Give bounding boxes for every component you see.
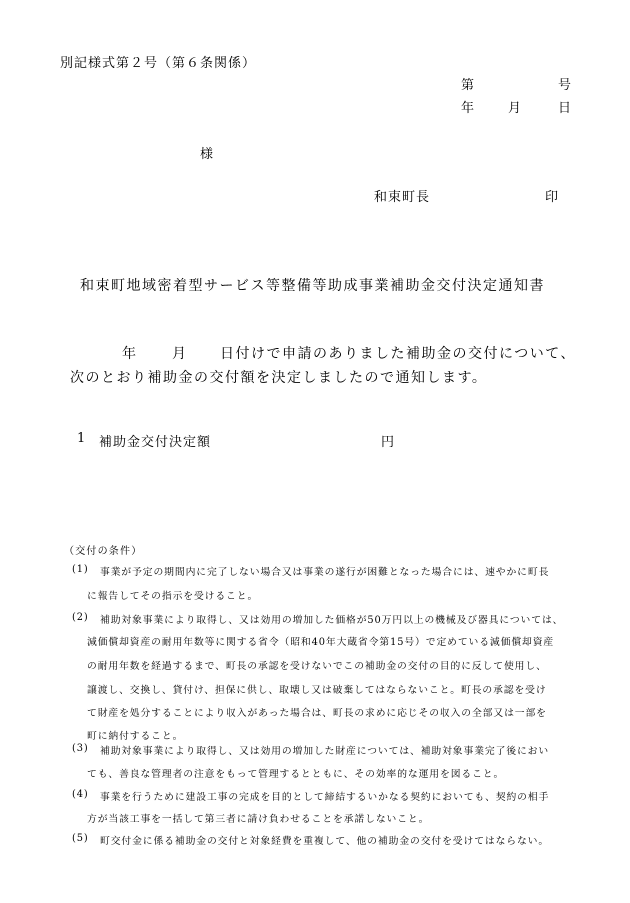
condition-line: 補助対象事業により取得し、又は効用の増加した価格が50万円以上の機械及び器具については、 (100, 615, 564, 626)
condition-line: の耐用年数を経過するまで、町長の承認を受けないでこの補助金の交付の目的に反して使用し、 (87, 661, 547, 672)
condition-line: に報告してその指示を受けること。 (87, 591, 259, 602)
condition-number: (4) (72, 789, 89, 800)
seal-mark: 印 (545, 190, 559, 205)
date-year: 年 (461, 101, 475, 116)
condition-number: (3) (72, 743, 89, 754)
condition-line: 方が当該工事を一括して第三者に請け負わせることを承諾しないこと。 (87, 814, 430, 825)
condition-number: (2) (72, 612, 89, 623)
recipient-honorific: 様 (200, 147, 214, 162)
condition-line: 事業が予定の期間内に完了しない場合又は事業の遂行が困難となった場合には、速やかに町長 (100, 567, 550, 578)
amount-label: 補助金交付決定額 (99, 435, 212, 450)
condition-line: 減価償却資産の耐用年数等に関する省令（昭和40年大蔵省令第15号）で定めている減価償却資産 (87, 637, 555, 648)
condition-number: (1) (72, 564, 89, 575)
body-line-2: 次のとおり補助金の交付額を決定しましたので通知します。 (70, 370, 488, 386)
body-line-1-rest: 日付けで申請のありました補助金の交付について、 (220, 346, 576, 362)
condition-line: 補助対象事業により取得し、又は効用の増加した財産については、補助対象事業完了後におい (100, 746, 550, 757)
form-label: 別記様式第２号（第６条関係） (60, 56, 257, 71)
condition-line: 町交付金に係る補助金の交付と対象経費を重複して、他の補助金の交付を受けてはならない。 (100, 836, 550, 847)
condition-number: (5) (72, 833, 89, 844)
condition-line: 譲渡し、交換し、貸付け、担保に供し、取壊し又は破棄してはならないこと。町長の承認を受け (87, 685, 547, 696)
condition-line: て財産を処分することにより収入があった場合は、町長の求めに応じその収入の全部又は一部を (87, 708, 547, 719)
amount-unit: 円 (381, 435, 395, 450)
body-month-marker: 月 (172, 346, 188, 362)
conditions-heading: （交付の条件） (64, 546, 143, 557)
amount-item-number: 1 (77, 431, 86, 446)
condition-line: 事業を行うために建設工事の完成を目的として締結するいかなる契約においても、契約の相手 (100, 792, 550, 803)
date-day: 日 (558, 101, 572, 116)
issuer-name: 和束町長 (374, 190, 431, 205)
document-title: 和束町地域密着型サービス等整備等助成事業補助金交付決定通知書 (80, 278, 545, 294)
doc-number-prefix: 第 (461, 78, 475, 93)
body-year-marker: 年 (122, 346, 138, 362)
date-month: 月 (508, 101, 522, 116)
condition-line: 町に納付すること。 (87, 731, 184, 742)
doc-number-suffix: 号 (558, 78, 572, 93)
condition-line: ても、善良な管理者の注意をもって管理するとともに、その効率的な運用を図ること。 (87, 769, 505, 780)
